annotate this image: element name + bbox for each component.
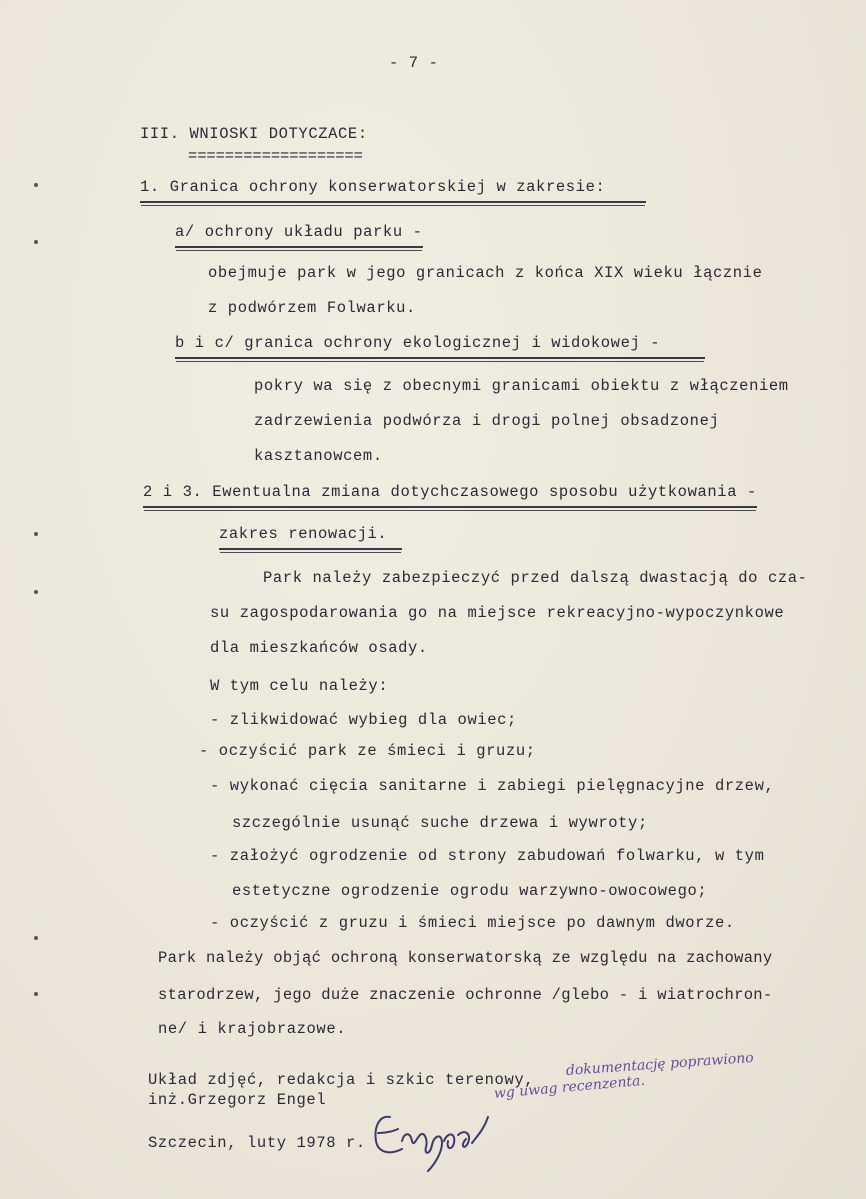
closing-3: ne/ i krajobrazowe. xyxy=(158,1020,347,1038)
punch-hole xyxy=(34,992,38,996)
section-heading: III. WNIOSKI DOTYCZACE: xyxy=(140,125,368,143)
bullet-1: - zlikwidować wybieg dla owiec; xyxy=(210,711,517,729)
s23-title-1 xyxy=(143,482,815,508)
bullet-4b: estetyczne ogrodzenie ogrodu warzywno-owocowego; xyxy=(232,882,708,900)
s1-title: 1. Granica ochrony konserwatorskiej w zakresie: xyxy=(140,177,646,203)
para-4: W tym celu należy: xyxy=(210,677,389,695)
bullet-2: - oczyścić park ze śmieci i gruzu; xyxy=(199,742,536,760)
punch-hole xyxy=(34,590,38,594)
footer-place-date: Szczecin, luty 1978 r. xyxy=(148,1134,366,1152)
punch-hole xyxy=(34,240,38,244)
bullet-3a: - wykonać cięcia sanitarne i zabiegi pielęgnacyjne drzew, xyxy=(210,777,775,795)
handwritten-note-2: wg uwag recenzenta. xyxy=(493,1072,646,1102)
s1bc-text-3: kasztanowcem. xyxy=(254,447,383,465)
para-2: su zagospodarowania go na miejsce rekreacyjno-wypoczynkowe xyxy=(210,604,785,622)
handwritten-note-1: dokumentację poprawiono xyxy=(565,1049,755,1079)
bullet-3b: szczególnie usunąć suche drzewa i wywroty; xyxy=(232,814,648,832)
para-3: dla mieszkańców osady. xyxy=(210,639,428,657)
s1a-text-1: obejmuje park w jego granicach z końca XIX wieku łącznie xyxy=(208,264,763,282)
bullet-5: - oczyścić z gruzu i śmieci miejsce po dawnym dworze. xyxy=(210,914,735,932)
punch-hole xyxy=(34,532,38,536)
s1a-label xyxy=(175,222,423,248)
closing-2: starodrzew, jego duże znaczenie ochronne /glebo - i wiatrochron- xyxy=(158,986,773,1004)
signature xyxy=(368,1105,498,1175)
footer-credit: Układ zdjęć, redakcja i szkic terenowy, xyxy=(148,1071,535,1089)
s1bc-text-2: zadrzewienia podwórza i drogi polnej obsadzonej xyxy=(254,412,720,430)
s1bc-text-1: pokry wa się z obecnymi granicami obiektu z włączeniem xyxy=(254,377,789,395)
s23-title-2: zakres renowacji. xyxy=(219,524,402,550)
footer-author: inż.Grzegorz Engel xyxy=(148,1091,327,1109)
page-number: - 7 - xyxy=(389,54,439,72)
closing-1: Park należy objąć ochroną konserwatorską ze względu na zachowany xyxy=(158,949,773,967)
s1a-text-2: z podwórzem Folwarku. xyxy=(208,299,416,317)
s23-title-1-text: 2 i 3. Ewentualna zmiana dotychczasowego sposobu użytkowania - xyxy=(143,482,757,508)
bullet-4a: - założyć ogrodzenie od strony zabudowań folwarku, w tym xyxy=(210,847,765,865)
heading-rule: =================== xyxy=(188,147,363,165)
punch-hole xyxy=(34,936,38,940)
s1a-title: a/ ochrony układu parku - xyxy=(175,222,423,248)
punch-hole xyxy=(34,183,38,187)
s1bc-title: b i c/ granica ochrony ekologicznej i widokowej - xyxy=(175,333,705,359)
para-1: Park należy zabezpieczyć przed dalszą dwastacją do cza- xyxy=(263,569,808,587)
